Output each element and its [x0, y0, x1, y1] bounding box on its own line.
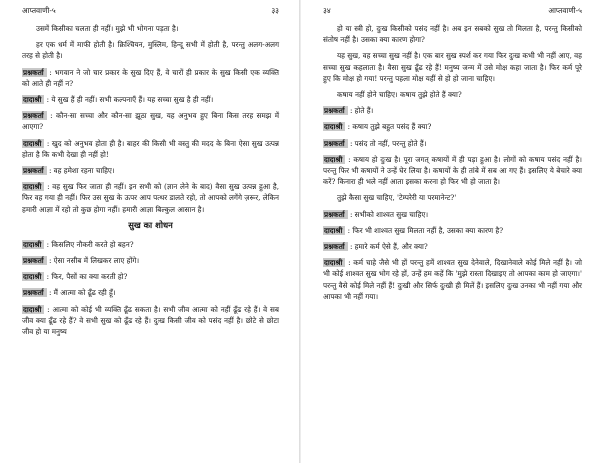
- left-page: [0, 0, 299, 463]
- speaker-label: प्रश्नकर्ता: [323, 139, 348, 148]
- paragraph-text: पसंद तो नहीं, परन्तु होते हैं।: [354, 138, 427, 148]
- section-heading: सुख का शोधन: [128, 219, 173, 230]
- left-page-header: [22, 6, 279, 20]
- paragraph-text: कौन-सा सच्चा और कौन-सा झूठा सुख, यह अनुभव हुए बिना किस तरह समझ में आएगा?: [22, 111, 279, 132]
- right-page-number: ३४: [323, 6, 331, 15]
- paragraph: [323, 192, 582, 203]
- speaker-label: दादाश्री: [22, 95, 44, 104]
- paragraph-text: मैं आत्मा को ढूँढ रही हूँ।: [53, 288, 116, 298]
- speaker-label: दादाश्री: [22, 272, 44, 281]
- paragraph: प्रश्नकर्ता : सभीको शाश्वत सुख चाहिए।: [324, 209, 429, 219]
- paragraph-text: फिर, पैसों का क्या करती हो?: [51, 272, 128, 282]
- speaker-label: दादाश्री: [323, 122, 345, 131]
- paragraph: [22, 23, 279, 34]
- right-page-paragraphs: [323, 23, 582, 302]
- right-page: [301, 0, 600, 463]
- paragraph-text: कषाय हो दुःख है। पूरा जगत् कषायों में ही पड़ा हुआ है। लोगों को कषाय पसंद नहीं है। परन्तु फिर भी कषायों ने उन्हें घेर लिया है। कषायों के ही तांबे में सब आ गए हैं। इसलिए ये बेचारे क्या करें? किनारा ही भले नहीं आता इसका करना हो फिर भी हो जाता है।: [323, 154, 582, 187]
- paragraph-text: उसमें किसीका चलता ही नहीं। मुझे भी भोगना पड़ता है।: [36, 24, 179, 33]
- speaker-label: प्रश्नकर्ता: [22, 166, 47, 175]
- paragraph: दादाश्री : फिर भी शाश्वत सुख मिलता नहीं है, उसका क्या कारण है?: [324, 225, 504, 235]
- speaker-label: प्रश्नकर्ता: [22, 68, 47, 77]
- paragraph-text: वह हमेशा रहना चाहिए।: [53, 166, 115, 176]
- paragraph-text: तुझे कैसा सुख चाहिए, 'टेम्परेरी या परमानेन्ट?': [337, 193, 457, 203]
- paragraph: दादाश्री : खुद को अनुभव होता ही है। बाहर की किसी भी वस्तु की मदद के बिना ऐसा सुख उत्पन्न होता है कि कभी देखा ही नहीं हो!: [22, 138, 279, 159]
- speaker-label: दादाश्री: [323, 258, 345, 267]
- speaker-label: प्रश्नकर्ता: [22, 256, 47, 265]
- speaker-label: दादाश्री: [323, 226, 345, 235]
- paragraph-text: वह सुख फिर जाता ही नहीं। इन सभी को (ज्ञान लेने के बाद) वैसा सुख उत्पन्न हुआ है, फिर वह गया ही नहीं। फिर उस सुख के ऊपर आप पत्थर डालते रहो, तो आपको लगेंगे ज़रूर, लेकिन हमारी आज्ञा में रहो तो कुछ होगा नहीं। हमारी आज्ञा बिल्कुल आसान है।: [22, 182, 279, 214]
- speaker-label: दादाश्री: [22, 305, 44, 314]
- paragraph: प्रश्नकर्ता : मैं आत्मा को ढूँढ रही हूँ।: [23, 288, 116, 298]
- paragraph: दादाश्री : कर्म चाहे जैसे भी हों परन्तु हमें शाश्वत सुख देनेवाले, दिखानेवाले कोई मिले नहीं है। जो भी कोई शाश्वत सुख भोग रहे हों, उन्हें हम कहें कि 'मुझे रास्ता दिखाइए तो आपका काम हो जाएगा।' परन्तु वैसे कोई मिले नहीं हैं! दुःखी और सिर्फ दुःखी ही मिलें हैं। इसलिए दुःख उनका भी नहीं गया और आपका भी नहीं गया।: [323, 258, 582, 301]
- speaker-label: प्रश्नकर्ता: [323, 106, 348, 115]
- speaker-label: दादाश्री: [22, 139, 44, 148]
- paragraph-text: सभीको शाश्वत सुख चाहिए।: [354, 209, 429, 219]
- paragraph-text: यह सुख, वह सच्चा सुख नहीं है। एक बार सुख स्पर्श कर गया फिर दुःख कभी भी नहीं आए, वह सच्चा सुख कहलाता है। वैसा सुख ढूँढ रहे हैं! मनुष्य जन्म में उसे मोक्ष कहा जाता है। फिर कर्म पूरे हुए कि मोक्ष हो गया! परन्तु पहला मोक्ष यहीं से हो हो जाना चाहिए।: [323, 51, 582, 83]
- paragraph: दादाश्री : आत्मा को कोई भी व्यक्ति ढूँढ सकता है। सभी जीव आत्मा को नहीं ढूँढ रहे हैं। वे सब जीव क्या ढूँढ रहे हैं? वे सभी सुख को ढूँढ रहे हैं। दुःख किसी जीव को पसंद नहीं है। छोटे से छोटा जीव हो या मनुष्य: [22, 304, 279, 337]
- speaker-label: प्रश्नकर्ता: [22, 288, 47, 297]
- speaker-label: दादाश्री: [22, 182, 44, 191]
- paragraph-text: ऐसा नसीब में लिखकर लाए होंगे।: [53, 256, 140, 266]
- right-page-title: आप्तवाणी-५: [548, 6, 582, 15]
- paragraph: प्रश्नकर्ता : पसंद तो नहीं, परन्तु होते हैं।: [324, 138, 427, 148]
- speaker-label: प्रश्नकर्ता: [22, 111, 47, 120]
- paragraph: प्रश्नकर्ता : वह हमेशा रहना चाहिए।: [23, 166, 115, 176]
- paragraph-text: कर्म चाहे जैसे भी हों परन्तु हमें शाश्वत सुख देनेवाले, दिखानेवाले कोई मिले नहीं है। जो भी कोई शाश्वत सुख भोग रहे हों, उन्हें हम कहें कि 'मुझे रास्ता दिखाइए तो आपका काम हो जाएगा।' परन्तु वैसे कोई मिले नहीं हैं! दुःखी और सिर्फ दुःखी ही मिलें हैं। इसलिए दुःख उनका भी नहीं गया और आपका भी नहीं गया।: [323, 258, 582, 301]
- paragraph: प्रश्नकर्ता : कौन-सा सच्चा और कौन-सा झूठा सुख, यह अनुभव हुए बिना किस तरह समझ में आएगा?: [22, 111, 279, 132]
- paragraph-text: फिर भी शाश्वत सुख मिलता नहीं है, उसका क्या कारण है?: [352, 225, 504, 235]
- paragraph: प्रश्नकर्ता : हमारे कर्म ऐसे हैं, और क्या?: [324, 242, 428, 252]
- left-page-title: आप्तवाणी-५: [22, 6, 56, 15]
- paragraph-text: ये सुख हैं ही नहीं। सभी कल्पनाएँ हैं। यह सच्चा सुख है ही नहीं।: [51, 95, 214, 105]
- paragraph-text: हो या स्त्री हो, दुःख किसीको पसंद नहीं है। अब इन सबको सुख तो मिलता है, परन्तु किसीको संतोष नहीं है। उसका क्या कारण होगा?: [323, 24, 582, 45]
- paragraph-text: आत्मा को कोई भी व्यक्ति ढूँढ सकता है। सभी जीव आत्मा को नहीं ढूँढ रहे हैं। वे सब जीव क्या ढूँढ रहे हैं? वे सभी सुख को ढूँढ रहे हैं। दुःख किसी जीव को पसंद नहीं है। छोटे से छोटा जीव हो या मनुष्य: [22, 304, 279, 337]
- paragraph: प्रश्नकर्ता : होते हैं।: [324, 106, 374, 116]
- paragraph: दादाश्री : कषाय हो दुःख है। पूरा जगत् कषायों में ही पड़ा हुआ है। लोगों को कषाय पसंद नहीं है। परन्तु फिर भी कषायों ने उन्हें घेर लिया है। कषायों के ही तांबे में सब आ गए हैं। इसलिए ये बेचारे क्या करें? किनारा ही भले नहीं आता इसका करना हो फिर भी हो जाता है।: [323, 154, 582, 187]
- paragraph: प्रश्नकर्ता : ऐसा नसीब में लिखकर लाए होंगे।: [23, 256, 140, 266]
- paragraph: दादाश्री : किसलिए नौकरी करते हो बहन?: [23, 239, 134, 249]
- paragraph-text: हर एक धर्म में माफी होती है। क्रिश्चियन, मुस्लिम, हिन्दू सभी में होती है, परन्तु अलग-अलग तरह से होती है।: [22, 40, 279, 61]
- paragraph: दादाश्री : ये सुख हैं ही नहीं। सभी कल्पनाएँ हैं। यह सच्चा सुख है ही नहीं।: [23, 95, 214, 105]
- paragraph: प्रश्नकर्ता : भगवान ने जो चार प्रकार के सुख दिए हैं, वे चारों ही प्रकार के सुख किसी एक व्यक्ति को आते ही नहीं न?: [22, 67, 279, 88]
- speaker-label: दादाश्री: [323, 155, 345, 164]
- paragraph: [323, 23, 582, 45]
- paragraph: [22, 39, 279, 61]
- right-page-header: [323, 6, 582, 20]
- paragraph: [323, 50, 582, 84]
- speaker-label: प्रश्नकर्ता: [323, 210, 348, 219]
- paragraph: दादाश्री : वह सुख फिर जाता ही नहीं। इन सभी को (ज्ञान लेने के बाद) वैसा सुख उत्पन्न हुआ है, फिर वह गया ही नहीं। फिर उस सुख के ऊपर आप पत्थर डालते रहो, तो आपको लगेंगे ज़रूर, लेकिन हमारी आज्ञा में रहो तो कुछ होगा नहीं। हमारी आज्ञा बिल्कुल आसान है।: [22, 182, 279, 214]
- speaker-label: दादाश्री: [22, 240, 44, 249]
- paragraph-text: कषाय तुझे बहुत पसंद हैं क्या?: [352, 122, 432, 132]
- speaker-label: प्रश्नकर्ता: [323, 242, 348, 251]
- paragraph: दादाश्री : कषाय तुझे बहुत पसंद हैं क्या?: [324, 122, 432, 132]
- left-page-paragraphs: [22, 23, 279, 215]
- paragraph: [323, 89, 582, 100]
- paragraph-text: खुद को अनुभव होता ही है। बाहर की किसी भी वस्तु की मदद के बिना ऐसा सुख उत्पन्न होता है कि कभी देखा ही नहीं हो!: [22, 138, 279, 159]
- paragraph-text: कषाय नहीं होने चाहिए। कषाय तुझे होते हैं क्या?: [337, 90, 462, 100]
- paragraph: दादाश्री : फिर, पैसों का क्या करती हो?: [23, 272, 128, 282]
- left-page-number: ३३: [271, 6, 279, 15]
- paragraph-text: होते हैं।: [354, 106, 374, 116]
- paragraph-text: हमारे कर्म ऐसे हैं, और क्या?: [354, 242, 428, 252]
- left-page-paragraphs-after-heading: [22, 239, 279, 337]
- paragraph-text: किसलिए नौकरी करते हो बहन?: [51, 239, 134, 249]
- paragraph-text: भगवान ने जो चार प्रकार के सुख दिए हैं, वे चारों ही प्रकार के सुख किसी एक व्यक्ति को आते ही नहीं न?: [22, 67, 279, 88]
